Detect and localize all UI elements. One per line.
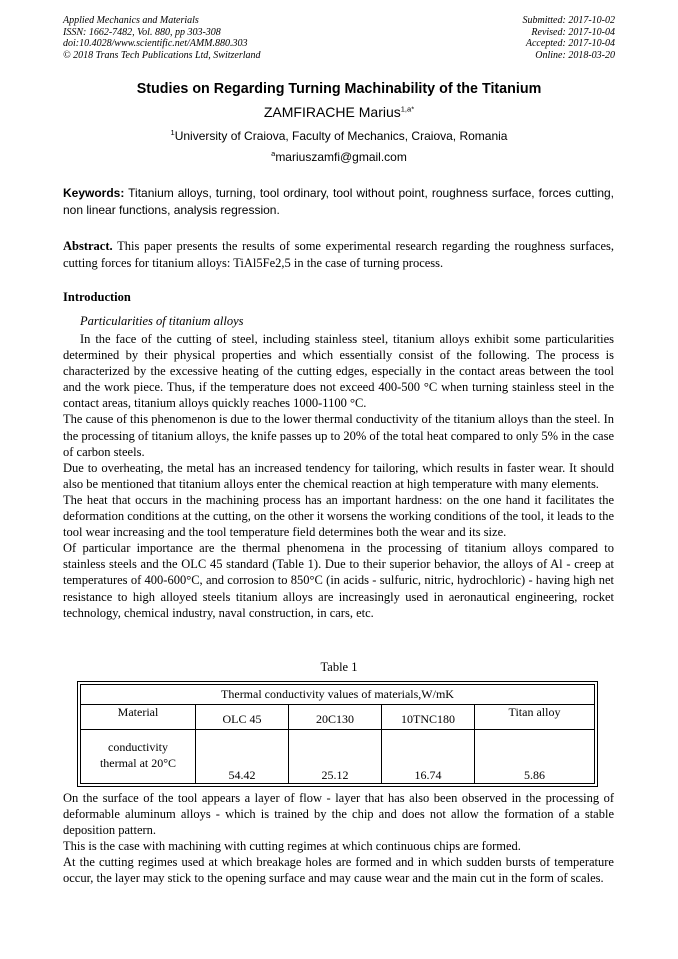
table-header-cell: 20C130 (289, 705, 382, 730)
paragraph: On the surface of the tool appears a layer of flow - layer that has also been observed in the processing of deformable aluminum alloys - which is trained by the chip and does not allow the formation of a stable deposition pattern. (63, 791, 614, 838)
keywords-paragraph (63, 185, 614, 219)
table-cell: 25.12 (289, 730, 382, 784)
abstract-text: This paper presents the results of some experimental research regarding the roughness surfaces, cutting forces for titanium alloys: TiAl5Fe2,5 in the case of turning process. (63, 239, 614, 270)
keywords-label: Keywords: (63, 186, 125, 200)
table-header-row (81, 705, 595, 730)
affiliation-superscript: 1 (170, 128, 175, 137)
paragraph: Of particular importance are the thermal phenomena in the processing of titanium alloys compared to stainless steels and the OLC 45 standard (Table 1). Due to their superior behavior, the alloys of Al - creep at temperatures of 400-600°C, and corrosion to 850°C (in acids - sulfuric, nitric, hydrochloric) - having high net resistance to high alloyed steels titanium alloys are increasingly used in aeronautical engineering, rocket technology, chemical industry, naval construction, in cars, etc. (63, 541, 614, 620)
table-caption: Table 1 (320, 660, 358, 674)
table-title: Thermal conductivity values of materials,W/mK (81, 685, 595, 705)
table-header-cell: 10TNC180 (382, 705, 475, 730)
date-revised: Revised: 2017-10-04 (531, 26, 615, 38)
journal-copyright: © 2018 Trans Tech Publications Ltd, Switzerland (63, 49, 261, 61)
table-cell: 5.86 (475, 730, 595, 784)
journal-name: Applied Mechanics and Materials (63, 15, 199, 26)
table-header-cell: OLC 45 (196, 705, 289, 730)
paper-title: Studies on Regarding Turning Machinability of the Titanium (136, 81, 542, 97)
affiliation-text: University of Craiova, Faculty of Mechanics, Craiova, Romania (174, 129, 508, 143)
abstract-label: Abstract. (63, 239, 113, 253)
paragraph: The heat that occurs in the machining process has an important hardness: on the one hand it facilitates the deformation conditions at the cutting, on the other it worsens the working conditions of the tool, it leads to the tool wear increasing and the tool temperature field determines both the wear and its size. (63, 492, 614, 540)
paragraph: At the cutting regimes used at which breakage holes are formed and in which sudden bursts of temperature occur, the layer may stick to the opening surface and may cause wear and the main cut in the form of scales. (63, 855, 614, 886)
row-label-line: thermal at 20°C (99, 756, 177, 770)
section-heading-introduction: Introduction (63, 290, 131, 304)
table-cell: 54.42 (196, 730, 289, 784)
table-frame (77, 681, 598, 787)
date-accepted: Accepted: 2017-10-04 (525, 38, 615, 49)
date-submitted: Submitted: 2017-10-02 (522, 15, 615, 26)
affiliation-line (0, 129, 678, 143)
introduction-body (63, 331, 614, 621)
journal-doi: doi:10.4028/www.scientific.net/AMM.880.303 (63, 38, 248, 49)
email-line (0, 150, 678, 164)
table-title-row (81, 685, 595, 705)
paragraph: In the face of the cutting of steel, including stainless steel, titanium alloys exhibit some particularities determined by their physical properties and which essentially consist of the following. The process is characterized by the excessive heating of the cutting edges, especially in the contact areas between the tool and the work piece. Thus, if the temperature does not exceed 400-500 °C when turning stainless steel in the contact areas, titanium alloys quickly reaches 1000-1100 °C. (63, 332, 614, 411)
table-cell: 16.74 (382, 730, 475, 784)
table-row-label (81, 730, 196, 784)
journal-info (63, 15, 261, 61)
date-online: Online: 2018-03-20 (535, 49, 615, 61)
table-header-cell: Titan alloy (475, 705, 595, 730)
conductivity-table (80, 684, 595, 784)
paragraph: The cause of this phenomenon is due to the lower thermal conductivity of the titanium alloys than the steel. In the processing of titanium alloys, the knife passes up to 20% of the total heat compared to only 5% in the case of carbon steels. (63, 412, 614, 459)
author-superscript: 1,a* (400, 104, 415, 114)
author-email[interactable]: mariuszamfi@gmail.com (275, 150, 407, 164)
table-row (81, 730, 595, 784)
keywords-text: Titanium alloys, turning, tool ordinary, tool without point, roughness surface, forces cutting, non linear functions, analysis regression. (63, 186, 614, 217)
paragraph: This is the case with machining with cutting regimes at which continuous chips are formed. (63, 839, 521, 854)
author-name: ZAMFIRACHE Marius (263, 104, 401, 120)
journal-issn: ISSN: 1662-7482, Vol. 880, pp 303-308 (63, 26, 221, 38)
abstract-paragraph (63, 238, 614, 272)
email-superscript: a (271, 149, 276, 158)
row-label-line: conductivity (108, 740, 168, 754)
author-line (0, 104, 678, 120)
publication-dates (523, 15, 616, 61)
post-table-body (63, 790, 614, 887)
subsection-heading: Particularities of titanium alloys (80, 314, 244, 328)
table-header-cell: Material (81, 705, 196, 730)
paragraph: Due to overheating, the metal has an increased tendency for tailoring, which results in faster wear. It should also be mentioned that titanium alloys enter the chemical reaction at high temperature with many elements. (63, 460, 614, 491)
